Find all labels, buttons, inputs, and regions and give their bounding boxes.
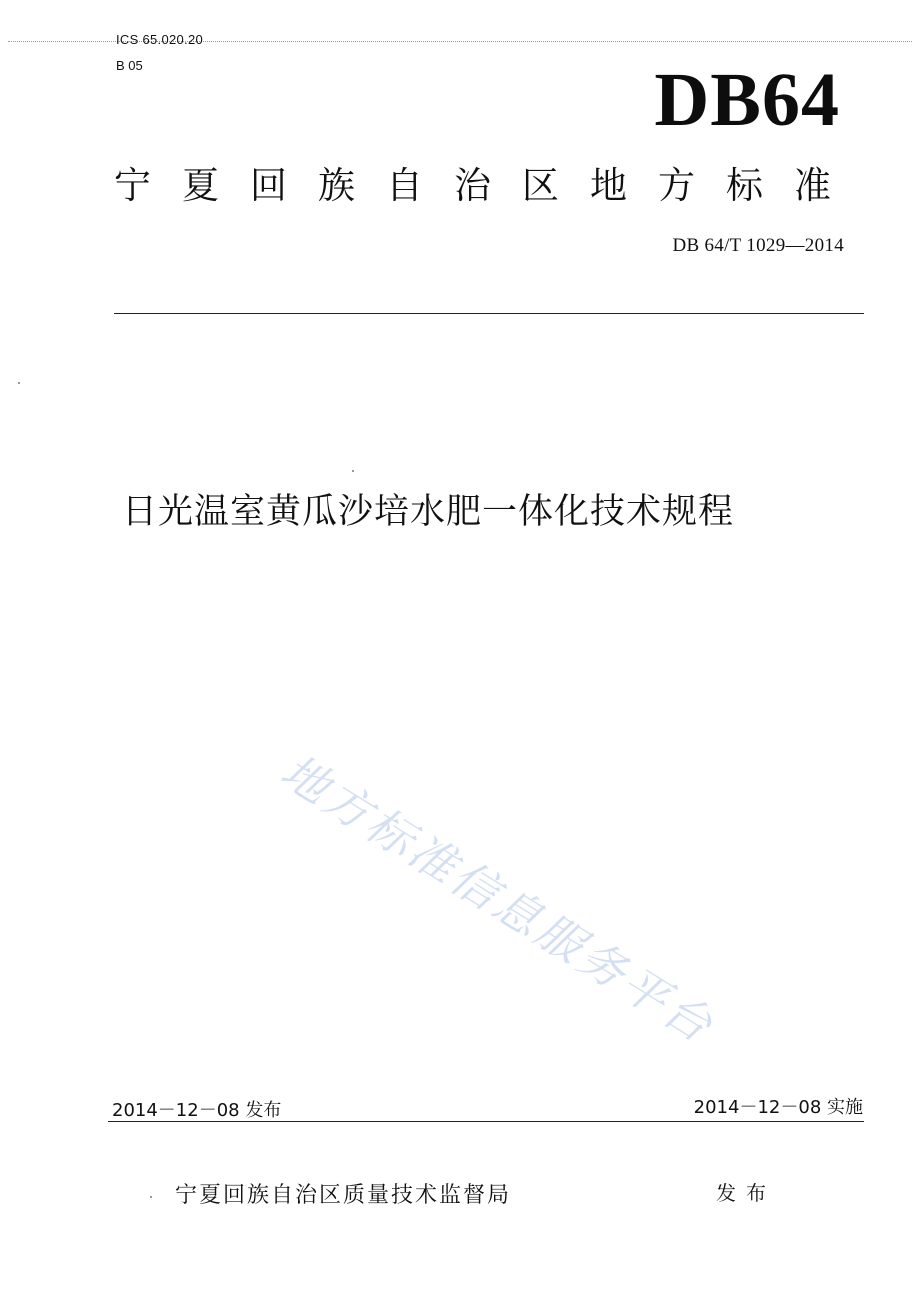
document-title: 日光温室黄瓜沙培水肥一体化技术规程 [122, 492, 735, 532]
standard-number: DB 64/T 1029—2014 [672, 235, 844, 256]
implement-date: 2014－12－08 实施 [693, 1097, 863, 1118]
ics-code: ICS 65.020.20 [116, 32, 204, 47]
standard-type-heading: 宁夏回族自治区地方标准 [114, 164, 862, 207]
standard-code-logo: DB64 [654, 58, 840, 142]
footer-divider [108, 1121, 864, 1122]
scan-speck [18, 382, 20, 384]
header-divider [114, 313, 864, 314]
publish-date: 2014－12－08 发布 [112, 1100, 282, 1121]
ccs-code: B 05 [116, 58, 143, 73]
watermark: 地方标准信息服务平台 [271, 743, 725, 1055]
publisher-name: 宁夏回族自治区质量技术监督局 [175, 1183, 512, 1208]
scan-speck [352, 470, 354, 472]
publish-label: 发布 [716, 1181, 776, 1205]
scan-speck [150, 1196, 152, 1198]
